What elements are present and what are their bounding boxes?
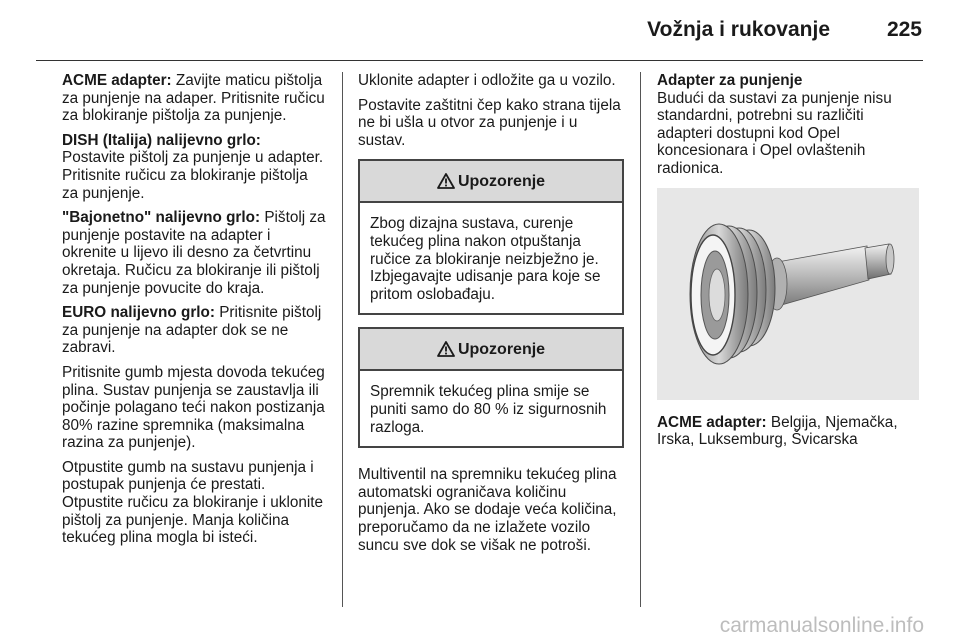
warning-text: Spremnik tekućeg plina smije se puniti samo do 80 % iz sigurnosnih razloga. xyxy=(370,383,607,436)
warning-icon xyxy=(437,173,455,189)
paragraph-text: Pritisnite pištolj za punjenje na adapter dok se ne zabravi. xyxy=(62,304,322,357)
term-label: EURO nalijevno grlo: xyxy=(62,304,215,322)
paragraph-text: Zavijte maticu pištolja za punjenje na adaper. Pritisnite ručicu za blokiranje pištolja za punjenje. xyxy=(62,72,325,125)
paragraph-euro xyxy=(62,304,328,357)
warning-icon xyxy=(437,341,455,357)
paragraph-text: Pištolj za punjenje postavite na adapter i okrenite u lijevo ili desno za četvrtinu okretaja. Ručicu za blokiranje ili pištolj za punjenje povucite do kraja. xyxy=(62,209,326,297)
column-1 xyxy=(62,72,328,554)
term-label: DISH (Italija) nalijevno grlo: xyxy=(62,131,261,149)
paragraph-text: Otpustite gumb na sustavu punjenja i postupak punjenja će prestati. Otpustite ručicu za blokiranje i uklonite pištolj za punjenje. Manja količina tekućeg plina mogla bi isteći. xyxy=(62,458,324,547)
warning-text: Zbog dizajna sustava, curenje tekućeg plina nakon otpuštanja ručice za blokiranje neizbježno je. Izbjegavajte udisanje para koje se pritom oslobađaju. xyxy=(370,215,601,303)
image-caption xyxy=(657,414,923,449)
term-label: ACME adapter: xyxy=(62,72,172,89)
term-label: "Bajonetno" nalijevno grlo: xyxy=(62,209,261,227)
column-3 xyxy=(657,72,923,456)
warning-box xyxy=(358,327,624,448)
paragraph-dish xyxy=(62,132,328,202)
caption-text: Belgija, Njemačka, Irska, Luksemburg, Švicarska xyxy=(657,413,898,449)
acme-adapter-image xyxy=(657,188,919,400)
adapter-illustration xyxy=(657,188,919,400)
paragraph-text: Uklonite adapter i odložite ga u vozilo. xyxy=(358,72,616,89)
warning-box xyxy=(358,159,624,315)
watermark: carmanualsonline.info xyxy=(719,614,924,637)
warning-header xyxy=(360,161,622,203)
warning-title: Upozorenje xyxy=(457,340,546,358)
column-2 xyxy=(358,72,624,561)
page-number: 225 xyxy=(886,18,922,41)
column-divider xyxy=(342,72,343,607)
paragraph-bajonet xyxy=(62,209,328,297)
caption-label: ACME adapter: xyxy=(657,413,767,431)
paragraph-text: Postavite pištolj za punjenje u adapter. Pritisnite ručicu za blokiranje pištolja za punjenje. xyxy=(62,149,324,202)
column-divider xyxy=(640,72,641,607)
paragraph-text: Multiventil na spremniku tekućeg plina automatski ograničava količinu punjenja. Ako se dodaje veća količina, preporučamo da ne izlažete vozilo suncu sve dok se višak ne potroši. xyxy=(358,466,617,554)
paragraph-text: Pritisnite gumb mjesta dovoda tekućeg plina. Sustav punjenja se zaustavlja ili počinje polagano teći nakon postizanja 80% razine spremnika (maksimalna razina za punjenje). xyxy=(62,363,325,452)
paragraph-text: Postavite zaštitni čep kako strana tijela ne bi ušla u otvor za punjenje i u sustav. xyxy=(358,96,621,149)
warning-title: Upozorenje xyxy=(457,172,546,190)
paragraph-acme xyxy=(62,72,328,125)
header-divider xyxy=(36,60,923,61)
warning-header xyxy=(360,329,622,371)
section-heading: Adapter za punjenje xyxy=(657,72,803,89)
page-title: Vožnja i rukovanje xyxy=(647,18,830,41)
paragraph-text: Budući da sustavi za punjenje nisu standardni, potrebni su različiti adapteri dostupni kod Opel koncesionara i Opel ovlaštenih radionica. xyxy=(657,89,892,177)
